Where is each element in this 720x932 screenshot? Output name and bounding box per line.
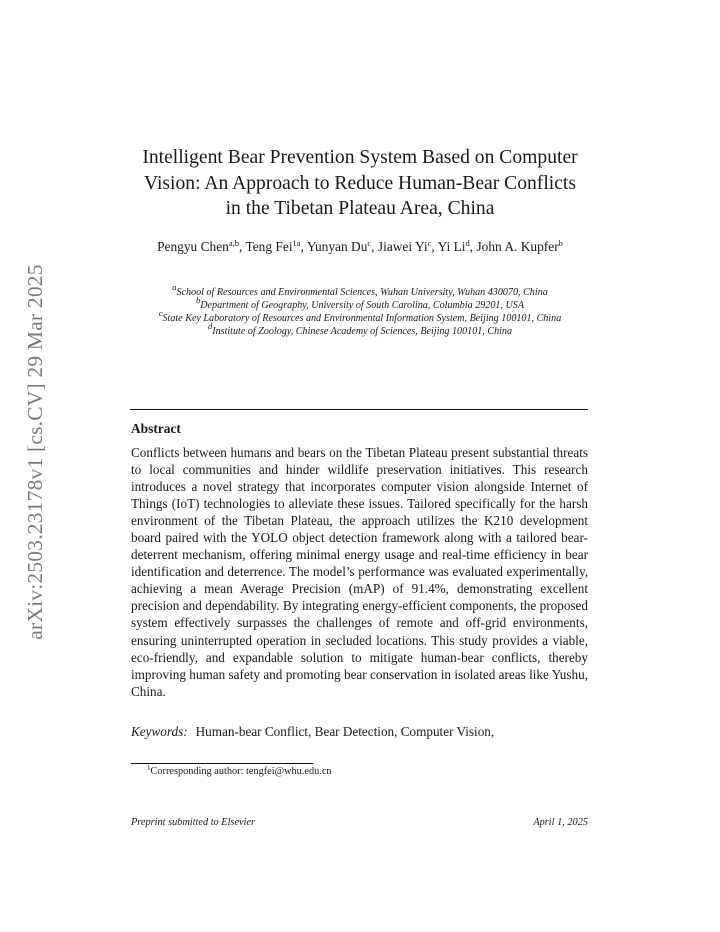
author-list [130,238,590,256]
footer-date: April 1, 2025 [533,817,588,828]
preprint-note: Preprint submitted to Elsevier [131,817,256,828]
affiliation: $^a$School of Resources and Environmental Sciences, Wuhan University, Wuhan 430070, China [172,282,548,298]
affiliation: $^d$Institute of Zoology, Chinese Academy of Sciences, Beijing 100101, China [207,321,513,338]
footnote-mark: 1 [147,764,151,772]
affiliation: $^b$Department of Geography, University of South Carolina, Columbia 29201, USA [196,295,524,312]
author: Yi Li$^d$, [437,238,477,254]
abstract-heading: Abstract [131,421,181,436]
footnote-text: Corresponding author: tengfei@whu.edu.cn [150,766,332,777]
affiliation-list [130,282,590,338]
author: Yunyan Du$^c$, [306,238,378,254]
abstract-text: Conflicts between humans and bears on the Tibetan Plateau present substantial threats to local communities and hinder wildlife preservation initiatives. This research introduces a novel strategy that incorporates computer vision alongside Internet of Things (IoT) technologies to alleviate these issues. Tailored specifically for the harsh environment of the Tibetan Plateau, the approach utilizes the K210 development board paired with the YOLO object detection framework along with a tailored bear-deterrent mechanism, offering minimal energy usage and real-time efficiency in bear identification and deterrence. The model’s performance was evaluated experimentally, achieving a mean Average Precision (mAP) of 91.4%, demonstrating excellent precision and dependability. By integrating energy-efficient components, the proposed system effectively surpasses the challenges of remote and off-grid environments, ensuring uninterrupted operation in secluded locations. This study provides a viable, eco-friendly, and expandable solution to mitigate human-bear conflicts, thereby improving human safety and promoting bear conservation in isolated areas like Yushu, China. [131,445,588,699]
title-line: Vision: An Approach to Reduce Human-Bear Conflicts [144,172,576,194]
author: John A. Kupfer$^b$ [476,238,563,254]
corresponding-author-footnote [147,766,332,777]
keywords-label: Keywords: [131,724,188,739]
title-line: Intelligent Bear Prevention System Based on Computer [142,147,578,168]
title-line: in the Tibetan Plateau Area, China [225,198,495,219]
arxiv-identifier: arXiv:2503.23178v1 [cs.CV] 29 Mar 2025 [23,264,47,640]
author: Teng Fei$^{1a}$, [245,238,307,254]
author: Pengyu Chen$^{a,b}$, [157,238,246,254]
footnote-rule [131,763,313,764]
paper-title [118,145,602,222]
keywords [131,724,494,740]
author: Jiawei Yi$^c$, [377,238,438,254]
keywords-text: Human-bear Conflict, Bear Detection, Computer Vision, [195,724,495,739]
abstract-top-rule [130,409,588,410]
affiliation: $^c$State Key Laboratory of Resources and Environmental Information System, Beijing 100101, China [158,308,562,325]
